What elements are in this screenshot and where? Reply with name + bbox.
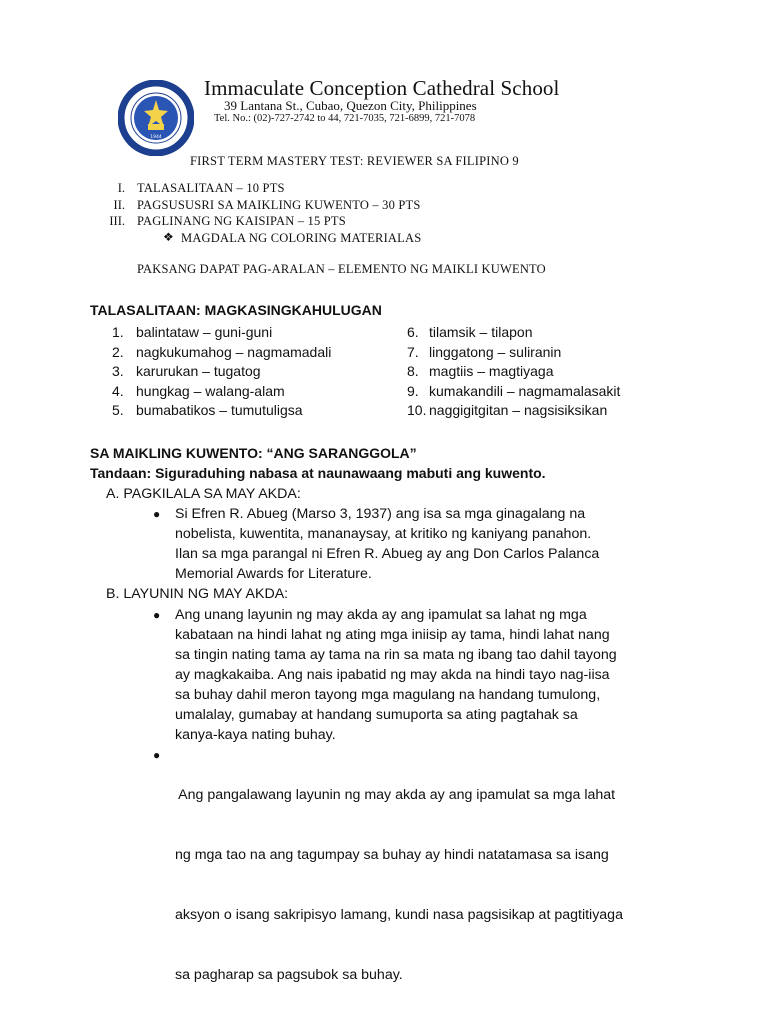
section-b-paragraph-1: Ang unang layunin ng may akda ay ang ipamulat sa lahat ng mga kabataan na hindi lahat ng ating mga iniisip ay tama, hindi lahat nang sa tingin nating tama ay tama na rin sa mata ng ibang tao dahil tayong ay magkakaiba. Ang nais ipabatid ng may akda na hindi tayo nag-iisa sa buhay dahil meron tayong mga magulang na handang tumulong, umalalay, gumabay at handang sumuporta sa ating pagtahak sa kanya-kaya nating buhay. [175,607,617,743]
vocab-item: 7. linggatong – suliranin [407,343,562,360]
outline-subitem: MAGDALA NG COLORING MATERIALAS [181,231,422,245]
test-title: FIRST TERM MASTERY TEST: REVIEWER SA FILIPINO 9 [190,154,519,168]
section-a-label: A. PAGKILALA SA MAY AKDA: [106,486,301,502]
section-a-paragraph: Si Efren R. Abueg (Marso 3, 1937) ang isa sa mga ginagalang na nobelista, kuwentita, mananaysay, at kritiko ng kaniyang panahon. Ilan sa mga parangal ni Efren R. Abueg ay ang Don Carlos Palanca Memorial Awards for Literature. [175,506,600,582]
bullet-icon: ● [153,608,161,622]
outline-item-1: TALASALITAAN – 10 PTS [137,181,285,195]
section-b-label: B. LAYUNIN NG MAY AKDA: [106,586,289,602]
bullet-icon: ● [153,507,161,521]
vocab-item: 8. magtiis – magtiyaga [407,363,554,379]
outline-item-2: PAGSUSUSRI SA MAIKLING KUWENTO – 30 PTS [137,198,421,212]
vocab-item: 3. karurukan – tugatog [112,363,261,379]
diamond-bullet-icon: ❖ [163,230,174,244]
vocab-left-column [112,323,331,421]
outline-num-3: III. [109,214,125,228]
school-address: 39 Lantana St., Cubao, Quezon City, Philippines [224,98,477,113]
topic-line: PAKSANG DAPAT PAG-ARALAN – ELEMENTO NG MAIKLI KUWENTO [137,262,546,276]
outline-num-2: II. [113,198,125,212]
vocab-item: 10. naggigitgitan – nagsisiksikan [407,402,608,418]
vocab-item: 2. nagkukumahog – nagmamadali [112,343,332,360]
vocab-right-column [407,323,620,421]
school-name: Immaculate Conception Cathedral School [204,76,560,100]
bullet-icon: ● [153,748,161,762]
school-seal-logo [118,80,194,156]
story-reminder: Tandaan: Siguraduhing nabasa at naunawaang mabuti ang kuwento. [90,465,546,481]
vocab-item: 6. tilamsik – tilapon [407,324,533,340]
school-telephone: Tel. No.: (02)-727-2742 to 44, 721-7035, 721-6899, 721-7078 [214,113,476,124]
section-b-paragraph-2: Ang pangalawang layunin ng may akda ay ang ipamulat sa mga lahat ng mga tao na ang tagumpay sa buhay ay hindi natatamasa sa isang aksyon o isang sakripisyo lamang, kundi nasa pagsisikap at pagtitiyaga sa pagharap sa pagsubok sa buhay. [175,787,623,983]
story-title: SA MAIKLING KUWENTO: “ANG SARANGGOLA” [90,445,417,461]
outline-item-3: PAGLINANG NG KAISIPAN – 15 PTS [137,214,346,228]
vocab-item: 9. kumakandili – nagmamalasakit [407,382,621,399]
vocab-title: TALASALITAAN: MAGKASINGKAHULUGAN [90,302,382,318]
vocab-item: 1. balintataw – guni-guni [112,324,273,340]
vocab-item: 4. hungkag – walang-alam [112,382,285,399]
seal-year-text: 1944 [150,135,162,140]
outline-num-1: I. [117,181,125,195]
vocab-item: 5. bumabatikos – tumutuligsa [112,402,303,418]
